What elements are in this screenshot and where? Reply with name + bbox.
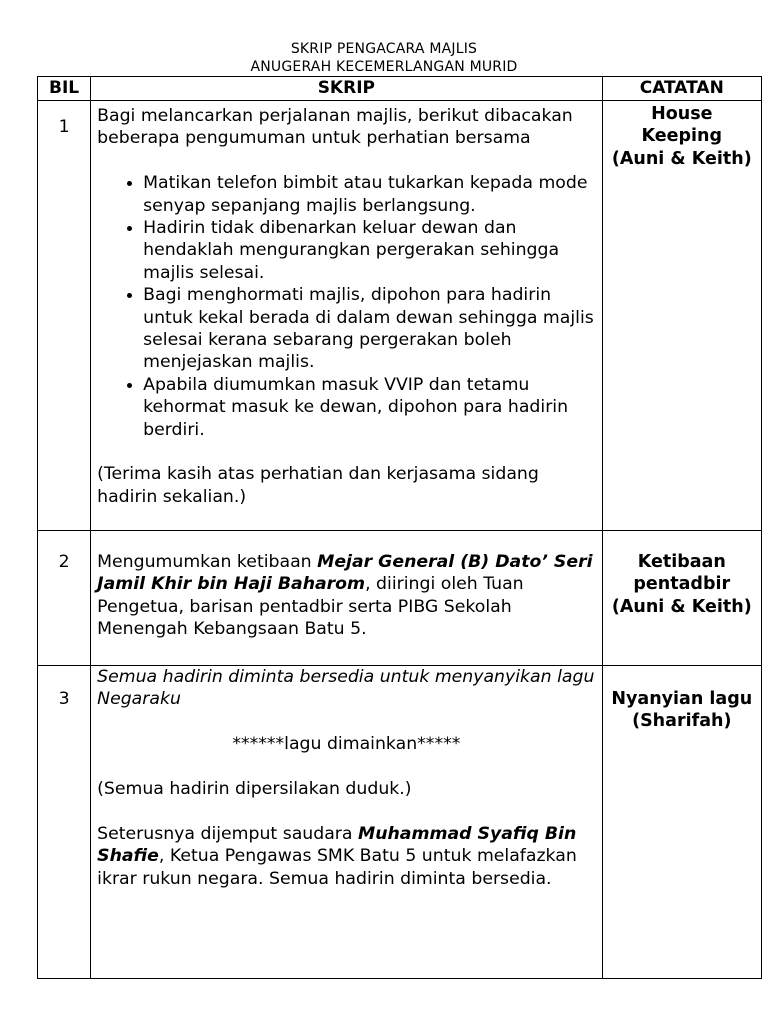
list-item: • Apabila diumumkan masuk VVIP dan tetamu kehormat masuk ke dewan, dipohon para hadirin berdiri. [143,374,595,441]
list-item: • Matikan telefon bimbit atau tukarkan kepada mode senyap sepanjang majlis berlangsung. [143,172,595,217]
anthem-intro: Semua hadirin diminta bersedia untuk menyanyikan lagu Negaraku [97,667,595,710]
row-number: 3 [38,666,91,979]
script-table [37,76,762,979]
announcement-closing: (Terima kasih atas perhatian dan kerjasama sidang hadirin sekalian.) [97,464,539,507]
script-cell [91,666,602,979]
announcement-intro: Bagi melancarkan perjalanan majlis, berikut dibacakan beberapa pengumuman untuk perhatian bersama [97,106,573,149]
text-segment: , Ketua Pengawas SMK Batu 5 untuk melafazkan ikrar rukun negara. Semua hadirin diminta bersedia. [97,846,577,889]
row-number: 2 [38,531,91,666]
vip-name: Mejar General (B) Dato’ Seri Jamil Khir bin Haji Baharom [97,552,593,595]
song-playing-note: ******lagu dimainkan***** [232,734,461,755]
note-line: Keeping [641,126,723,147]
seated-instruction: (Semua hadirin dipersilakan duduk.) [97,779,412,799]
note-cell [602,531,761,666]
table-row [38,666,762,979]
column-header-catatan: CATATAN [602,77,761,101]
note-line: pentadbir [633,574,731,595]
note-line: Nyanyian lagu [611,689,753,709]
note-cell [602,101,761,531]
row-number: 1 [38,101,91,531]
list-item: • Bagi menghormati majlis, dipohon para hadirin untuk kekal berada di dalam dewan sehingga majlis selesai kerana sebarang pergerakan boleh menjejaskan majlis. [143,284,595,374]
note-cell [602,666,761,979]
announcement-list [97,172,595,441]
pledge-announcement [97,823,595,890]
script-cell [91,101,602,531]
note-line: Ketibaan [637,552,726,572]
document-subtitle: ANUGERAH KECEMERLANGAN MURID [250,59,518,75]
text-segment: Mengumumkan ketibaan [97,552,318,572]
table-header-row [38,77,762,101]
list-item: • Hadirin tidak dibenarkan keluar dewan dan hendaklah mengurangkan pergerakan sehingga majlis selesai. [143,217,595,284]
note-line: (Sharifah) [632,711,732,732]
script-cell [91,531,602,666]
document-title: SKRIP PENGACARA MAJLIS [290,41,478,57]
text-segment: Seterusnya dijemput saudara [97,823,358,844]
note-line: (Auni & Keith) [611,596,752,617]
column-header-bil: BIL [38,77,91,101]
arrival-announcement [97,551,595,641]
table-row [38,101,762,531]
note-line: (Auni & Keith) [611,148,752,169]
note-line: House [651,104,713,124]
student-name: Muhammad Syafiq Bin Shafie [97,823,577,867]
text-segment: , diiringi oleh Tuan Pengetua, barisan pentadbir serta PIBG Sekolah Menengah Kebangsaan Batu 5. [97,574,524,640]
table-row [38,531,762,666]
column-header-skrip: SKRIP [91,77,602,101]
